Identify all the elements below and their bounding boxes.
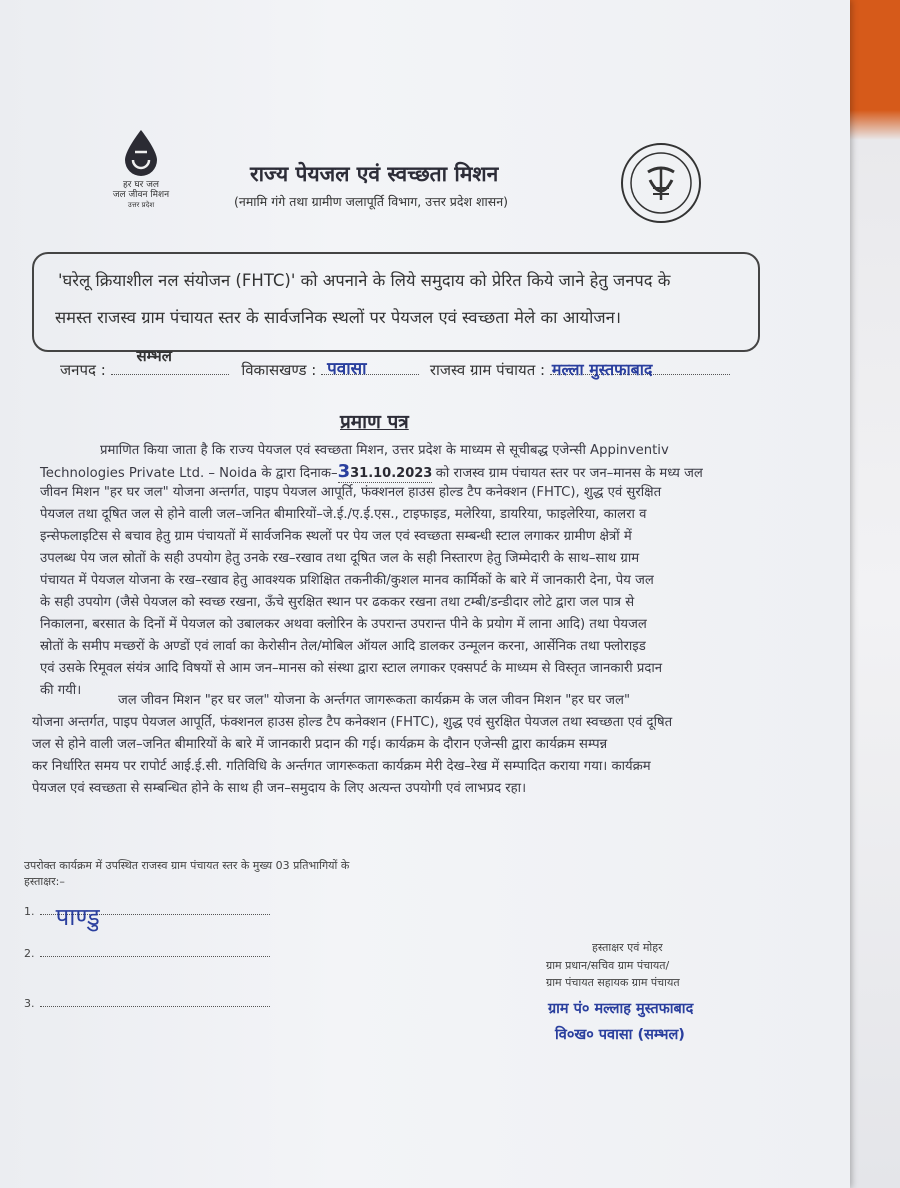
row-number: 2. xyxy=(24,947,35,960)
signature-line xyxy=(40,994,270,1007)
para2-line-1: जल जीवन मिशन "हर घर जल" योजना के अर्न्तगत जागरूकता कार्यक्रम के जल जीवन मिशन "हर घर जल" xyxy=(118,693,631,708)
para2-line-3: जल से होने वाली जल–जनित बीमारियों के बारे में जानकारी प्रदान की गई। कार्यक्रम के दौरान एजेन्सी द्वारा कार्यक्रम सम्पन्न xyxy=(32,737,608,752)
para2-line-4: कर निर्धारित समय पर रापोर्ट आई.ई.सी. गतिविधि के अर्न्तगत जागरूकता कार्यक्रम मेरी देख–रेख में सम्पादित कराया गया। कार्यक्रम xyxy=(32,759,651,774)
district-value: सम्भल xyxy=(136,347,172,365)
stamp-line-2: वि०ख० पवासा (सम्भल) xyxy=(555,1027,685,1043)
subject-box xyxy=(32,252,760,352)
attendees-intro: उपरोक्त कार्यक्रम में उपस्थित राजस्व ग्राम पंचायत स्तर के मुख्य 03 प्रतिभागियों के xyxy=(24,859,350,872)
signature-row-1 xyxy=(24,900,284,931)
signature-row-3 xyxy=(24,992,284,1011)
para1-line-11: एवं उसके रिमूवल संयंत्र आदि विषयों से आम जन–मानस को संस्था द्वारा स्टाल लगाकर एक्सपर्ट के माध्यम से विस्तृत जानकारी प्रदान xyxy=(40,661,663,676)
attendees-sign-label: हस्ताक्षर:– xyxy=(24,875,65,888)
para1-line-6: उपलब्ध पेय जल स्रोतों के सही उपयोग हेतु उनके रख–रखाव तथा दूषित जल के सही निस्तारण हेतु जिम्मेदारी के साथ–साथ ग्राम xyxy=(40,551,640,566)
date-value: 31.10.2023 xyxy=(350,466,433,481)
district-label: जनपद : xyxy=(60,361,106,379)
para1-line-12: की गयी। xyxy=(40,683,82,698)
panchayat-label: राजस्व ग्राम पंचायत : xyxy=(429,361,546,379)
para1-line-8: के सही उपयोग (जैसे पेयजल को स्वच्छ रखना, ऊँचे सुरक्षित स्थान पर ढककर रखना तथा टम्बी/डन्डीदार लोटे द्वारा जल पात्र से xyxy=(40,595,635,610)
signatory-line-2: ग्राम प्रधान/सचिव ग्राम पंचायत/ xyxy=(546,959,670,972)
para1-line-9: निकालना, बरसात के दिनों में पेयजल को उबालकर अथवा क्लोरिन के उपरान्त उपरान्त पीने के प्रयोग में लाना आदि) तथा पेयजल xyxy=(40,617,647,632)
signatory-line-3: ग्राम पंचायत सहायक ग्राम पंचायत xyxy=(546,976,680,989)
para1-line-2-text: Technologies Private Ltd. – Noida के द्वारा दिनाक– xyxy=(40,466,338,481)
para1-line-1: प्रमाणित किया जाता है कि राज्य पेयजल एवं स्वच्छता मिशन, उत्तर प्रदेश के माध्यम से सूचीबद्ध एजेन्सी Appinventiv xyxy=(100,443,669,458)
block-value: पवासा xyxy=(327,359,367,379)
logo-caption-2: जल जीवन मिशन xyxy=(112,190,170,200)
row-number: 1. xyxy=(24,905,35,918)
para1-line-7: पंचायत में पेयजल योजना के रख–रखाव हेतु आवश्यक प्रशिक्षित तकनीकी/कुशल मानव कार्मिकों के बारे में जानकारी देना, पेय जल xyxy=(40,573,654,588)
para2-line-2: योजना अन्तर्गत, पाइप पेयजल आपूर्ति, फंक्शनल हाउस होल्ड टैप कनेक्शन (FHTC), शुद्ध एवं सुरक्षित पेयजल तथा स्वच्छता एवं दूषित xyxy=(32,715,673,730)
para2-line-5: पेयजल एवं स्वच्छता से सम्बन्धित होने के साथ ही जन–समुदाय के लिए अत्यन्त उपयोगी एवं लाभप्रद रहा। xyxy=(32,781,527,796)
date-handwritten: 3 xyxy=(337,461,351,482)
water-drop-icon xyxy=(119,128,163,176)
block-field xyxy=(321,359,419,379)
signature-line xyxy=(40,902,270,931)
location-fields xyxy=(60,347,730,380)
signature-row-2 xyxy=(24,942,284,961)
logo-caption-1: हर घर जल xyxy=(123,180,159,190)
certificate-title: प्रमाण पत्र xyxy=(340,411,409,433)
signature-line xyxy=(40,944,270,957)
district-field xyxy=(111,347,229,375)
para1-line-2-rest: को राजस्व ग्राम पंचायत स्तर पर जन–मानस के मध्य जल xyxy=(435,466,703,481)
subject-line-2: समस्त राजस्व ग्राम पंचायत स्तर के सार्वजनिक स्थलों पर पेयजल एवं स्वच्छता मेले का आयोजन। xyxy=(55,308,622,327)
para1-line-10: स्रोतों के समीप मच्छरों के अण्डों एवं लार्वा का केरोसीन तेल/मोबिल ऑयल आदि डालकर उन्मूलन करना, आर्सेनिक तथा फ्लोराइड xyxy=(40,639,646,654)
page-subtitle: (नमामि गंगे तथा ग्रामीण जलापूर्ति विभाग, उत्तर प्रदेश शासन) xyxy=(234,194,509,209)
date-field xyxy=(338,461,432,483)
para1-line-3: जीवन मिशन "हर घर जल" योजना अन्तर्गत, पाइप पेयजल आपूर्ति, फंक्शनल हाउस होल्ड टैप कनेक्शन (FHTC), शुद्ध एवं सुरक्षित xyxy=(40,485,662,500)
logo-caption-3: उत्तर प्रदेश xyxy=(127,201,155,209)
block-label: विकासखण्ड : xyxy=(241,361,317,379)
stamp-line-1: ग्राम पं० मल्लाह मुस्तफाबाद xyxy=(548,1001,694,1017)
row-number: 3. xyxy=(24,997,35,1010)
signatory-line-1: हस्ताक्षर एवं मोहर xyxy=(592,941,663,954)
para1-line-4: पेयजल तथा दूषित जल से होने वाली जल–जनित बीमारियों–जे.ई./ए.ई.एस., टाइफाइड, मलेरिया, डायरिया, फाइलेरिया, कालरा व xyxy=(40,507,647,522)
para1-line-2 xyxy=(40,461,703,483)
har-ghar-jal-logo xyxy=(106,128,176,210)
up-government-seal-icon xyxy=(620,142,702,224)
para1-line-5: इन्सेफलाइटिस से बचाव हेतु ग्राम पंचायतों में सार्वजनिक स्थलों पर पेय जल एवं स्वच्छता सम्बन्धी स्टाल लगाकर ग्रामीण क्षेत्रों में xyxy=(40,529,632,544)
page-title: राज्य पेयजल एवं स्वच्छता मिशन xyxy=(250,162,499,186)
subject-line-1: 'घरेलू क्रियाशील नल संयोजन (FHTC)' को अपनाने के लिये समुदाय को प्रेरित किये जाने हेतु जनपद के xyxy=(58,271,671,290)
panchayat-value: मल्ला मुस्तफाबाद xyxy=(551,360,653,379)
panchayat-field xyxy=(550,360,730,379)
signature-1: पाण्डु xyxy=(55,903,100,931)
